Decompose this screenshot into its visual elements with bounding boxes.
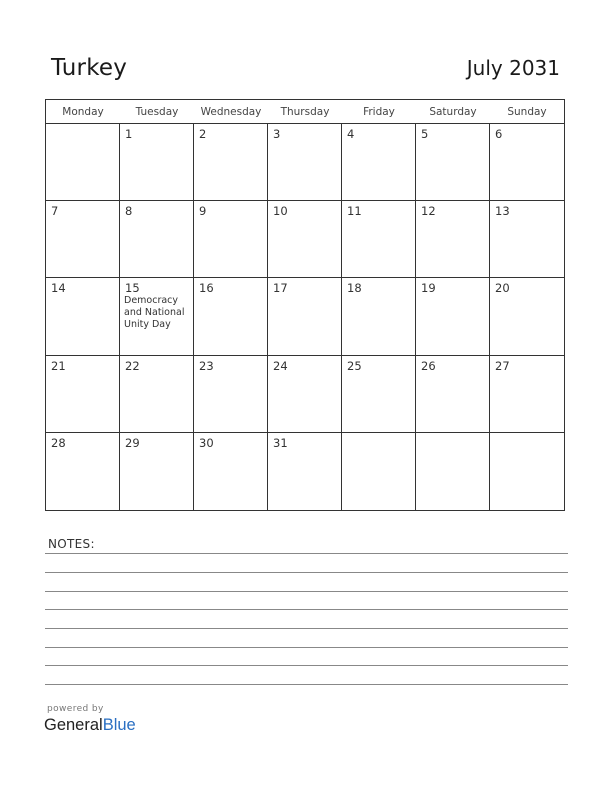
day-cell bbox=[416, 124, 490, 201]
powered-by-text: powered by bbox=[47, 704, 104, 714]
day-number: 10 bbox=[273, 204, 288, 219]
day-number: 3 bbox=[273, 127, 281, 141]
note-line bbox=[45, 628, 568, 629]
day-number: 5 bbox=[421, 127, 429, 141]
day-number: 14 bbox=[51, 281, 66, 296]
day-number: 22 bbox=[125, 358, 140, 373]
day-cell bbox=[342, 124, 416, 201]
weekday-header-sunday: Sunday bbox=[490, 100, 564, 124]
day-number: 12 bbox=[421, 204, 436, 219]
day-cell bbox=[46, 278, 120, 355]
calendar-grid bbox=[45, 99, 565, 511]
day-cell bbox=[490, 201, 564, 278]
note-line bbox=[45, 684, 568, 685]
notes-label: NOTES: bbox=[48, 537, 95, 551]
note-line bbox=[45, 665, 568, 666]
day-cell bbox=[416, 356, 490, 433]
day-number: 4 bbox=[347, 127, 355, 141]
day-number: 1 bbox=[125, 127, 133, 141]
day-cell bbox=[120, 278, 194, 355]
day-cell bbox=[268, 356, 342, 433]
day-number: 25 bbox=[347, 358, 362, 373]
day-cell bbox=[46, 433, 120, 510]
day-number: 26 bbox=[421, 358, 436, 373]
day-number: 23 bbox=[199, 358, 214, 373]
note-line bbox=[45, 647, 568, 648]
day-number: 15 bbox=[125, 281, 140, 296]
month-title: July 2031 bbox=[466, 56, 560, 80]
day-cell bbox=[194, 201, 268, 278]
holiday-label: Democracy and National Unity Day bbox=[124, 295, 185, 331]
note-line bbox=[45, 553, 568, 554]
day-number: 17 bbox=[273, 281, 288, 296]
generalblue-logo bbox=[44, 716, 136, 735]
day-number: 21 bbox=[51, 358, 66, 373]
day-number: 24 bbox=[273, 358, 288, 373]
weekday-header-thursday: Thursday bbox=[268, 100, 342, 124]
day-cell bbox=[194, 433, 268, 510]
day-number: 2 bbox=[199, 127, 207, 141]
day-number: 13 bbox=[495, 204, 510, 219]
day-number: 27 bbox=[495, 358, 510, 373]
weekday-header-saturday: Saturday bbox=[416, 100, 490, 124]
day-number: 29 bbox=[125, 435, 140, 450]
day-cell bbox=[416, 433, 490, 510]
day-number: 9 bbox=[199, 204, 207, 219]
day-cell bbox=[120, 433, 194, 510]
day-cell bbox=[490, 356, 564, 433]
day-number: 11 bbox=[347, 204, 362, 219]
day-number: 19 bbox=[421, 281, 436, 296]
day-number: 16 bbox=[199, 281, 214, 296]
day-cell bbox=[342, 433, 416, 510]
day-cell bbox=[194, 278, 268, 355]
day-cell bbox=[194, 124, 268, 201]
day-cell bbox=[268, 124, 342, 201]
day-cell bbox=[342, 278, 416, 355]
weekday-header-tuesday: Tuesday bbox=[120, 100, 194, 124]
day-cell bbox=[120, 356, 194, 433]
day-number: 30 bbox=[199, 435, 214, 450]
day-cell bbox=[416, 201, 490, 278]
day-number: 31 bbox=[273, 435, 288, 450]
weekday-header-wednesday: Wednesday bbox=[194, 100, 268, 124]
day-cell bbox=[46, 201, 120, 278]
day-cell bbox=[490, 278, 564, 355]
day-cell bbox=[342, 201, 416, 278]
note-line bbox=[45, 591, 568, 592]
day-cell bbox=[342, 356, 416, 433]
brand-part-blue: Blue bbox=[102, 716, 136, 734]
day-number: 28 bbox=[51, 435, 66, 450]
day-cell bbox=[490, 124, 564, 201]
day-cell bbox=[268, 433, 342, 510]
day-cell bbox=[268, 278, 342, 355]
day-cell bbox=[268, 201, 342, 278]
day-number: 7 bbox=[51, 204, 59, 219]
day-cell bbox=[490, 433, 564, 510]
brand-part-general: General bbox=[44, 716, 103, 734]
day-cell bbox=[46, 356, 120, 433]
day-cell bbox=[46, 124, 120, 201]
day-cell bbox=[416, 278, 490, 355]
day-number: 8 bbox=[125, 204, 133, 219]
day-cell bbox=[194, 356, 268, 433]
day-number: 6 bbox=[495, 127, 503, 141]
day-cell bbox=[120, 201, 194, 278]
day-number: 20 bbox=[495, 281, 510, 296]
note-line bbox=[45, 572, 568, 573]
weekday-header-friday: Friday bbox=[342, 100, 416, 124]
day-number: 18 bbox=[347, 281, 362, 296]
note-line bbox=[45, 609, 568, 610]
weekday-header-monday: Monday bbox=[46, 100, 120, 124]
day-cell bbox=[120, 124, 194, 201]
country-title: Turkey bbox=[51, 55, 128, 81]
